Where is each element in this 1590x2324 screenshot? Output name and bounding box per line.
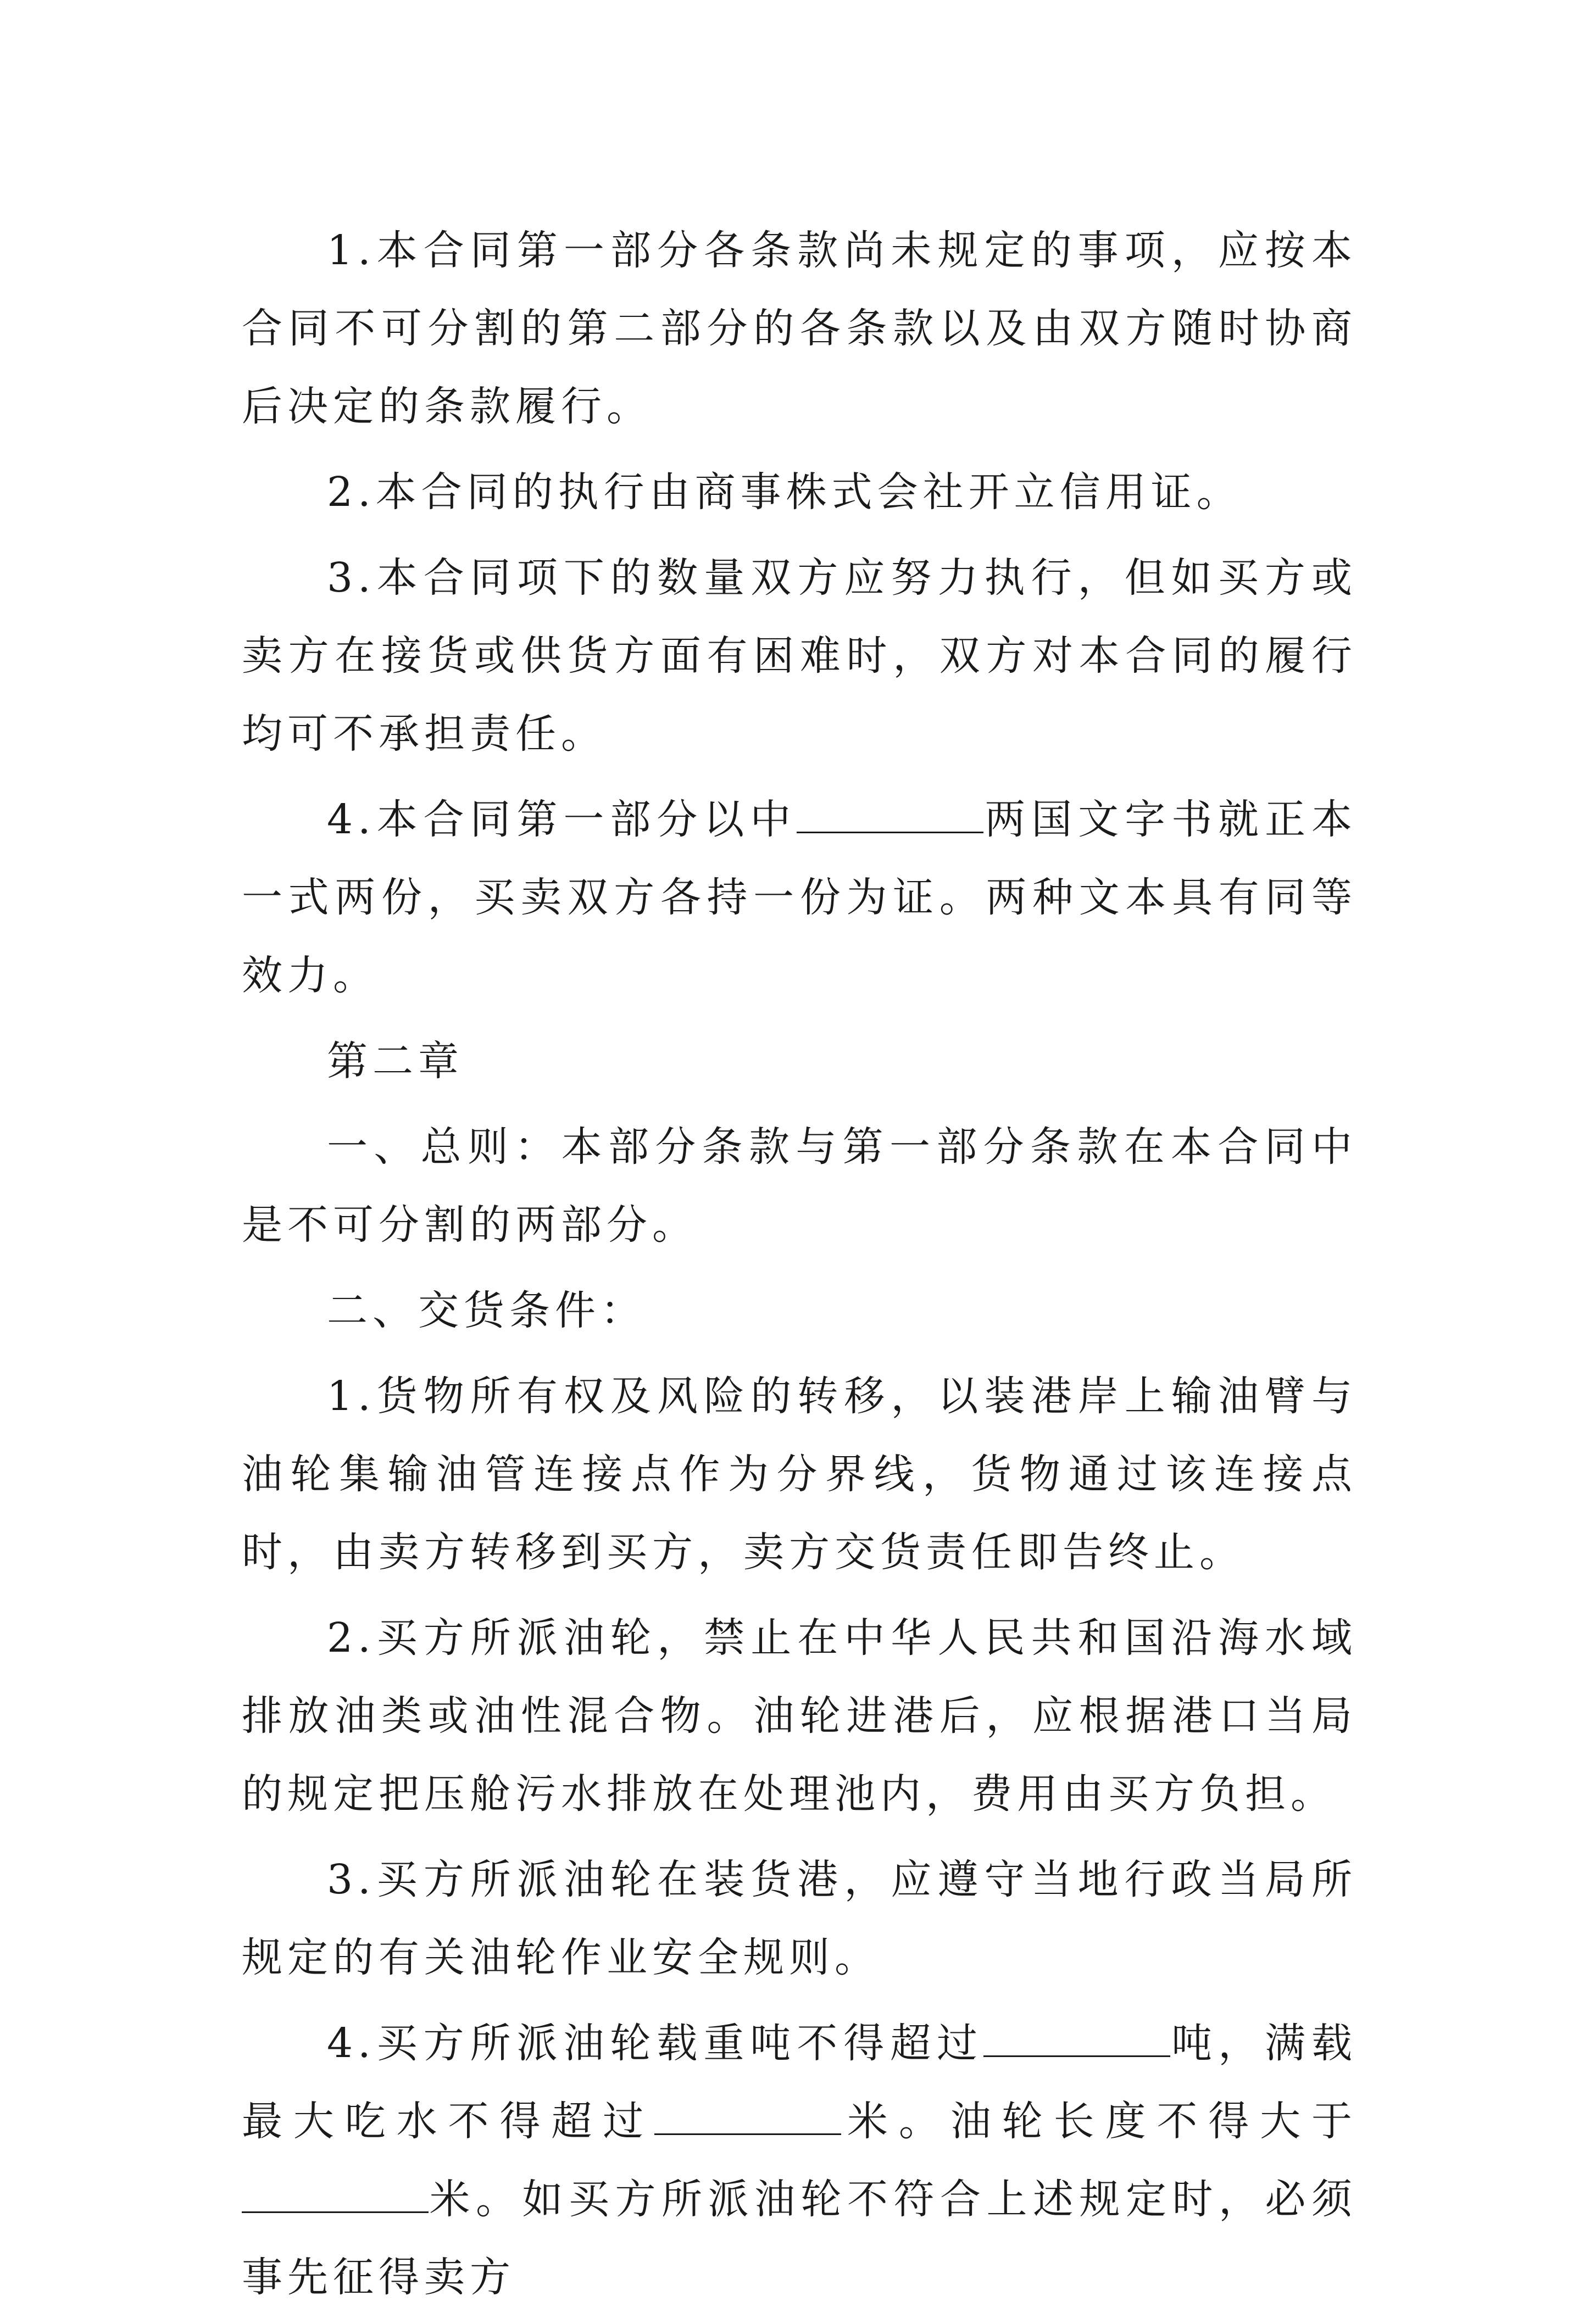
delivery-heading: 二、交货条件： [327,1287,646,1334]
length-blank [242,2171,429,2213]
document-page [242,211,1357,2324]
general-clause: 一、总则：本部分条款与第一部分条款在本合同中是不可分割的两部分。 [242,1123,1357,1249]
delivery-clause-4-text-b: 吨，满载最大吃水不得超过 [242,2020,1358,2145]
delivery-clause-4-text-c: 米。油轮长度不得大于 [841,2098,1358,2145]
delivery-clause-4-text-a: 4.买方所派油轮载重吨不得超过 [327,2020,984,2067]
clause-1-3: 3.本合同项下的数量双方应努力执行，但如买方或卖方在接货或供货方面有困难时，双方对本合同的履行均可不承担责任。 [242,554,1357,757]
delivery-clause-4 [242,2004,1357,2316]
chapter-heading: 第二章 [327,1038,464,1085]
delivery-clause-1: 1.货物所有权及风险的转移，以装港岸上输油臂与油轮集输油管连接点作为分界线，货物通过该连接点时，由卖方转移到买方，卖方交货责任即告终止。 [242,1373,1357,1576]
language-blank [797,791,983,833]
clause-1-1: 1.本合同第一部分各条款尚未规定的事项，应按本合同不可分割的第二部分的各条款以及由双方随时协商后决定的条款履行。 [242,227,1357,430]
delivery-clause-3: 3.买方所派油轮在装货港，应遵守当地行政当局所规定的有关油轮作业安全规则。 [242,1856,1357,1981]
draft-blank [654,2093,841,2135]
clause-1-4-text-b: 两国文字书就正本一式两份，买卖双方各持一份为证。两种文本具有同等效力。 [242,796,1357,999]
clause-1-4 [242,781,1357,1015]
clause-1-2: 2.本合同的执行由商事株式会社开立信用证。 [327,469,1242,516]
delivery-clause-4-text-d: 米。如买方所派油轮不符合上述规定时，必须事先征得卖方 [242,2176,1357,2301]
delivery-clause-2: 2.买方所派油轮，禁止在中华人民共和国沿海水域排放油类或油性混合物。油轮进港后，应根据港口当局的规定把压舱污水排放在处理池内，费用由买方负担。 [242,1614,1357,1818]
tonnage-blank [983,2015,1170,2057]
clause-1-4-text-a: 4.本合同第一部分以中 [327,796,797,843]
